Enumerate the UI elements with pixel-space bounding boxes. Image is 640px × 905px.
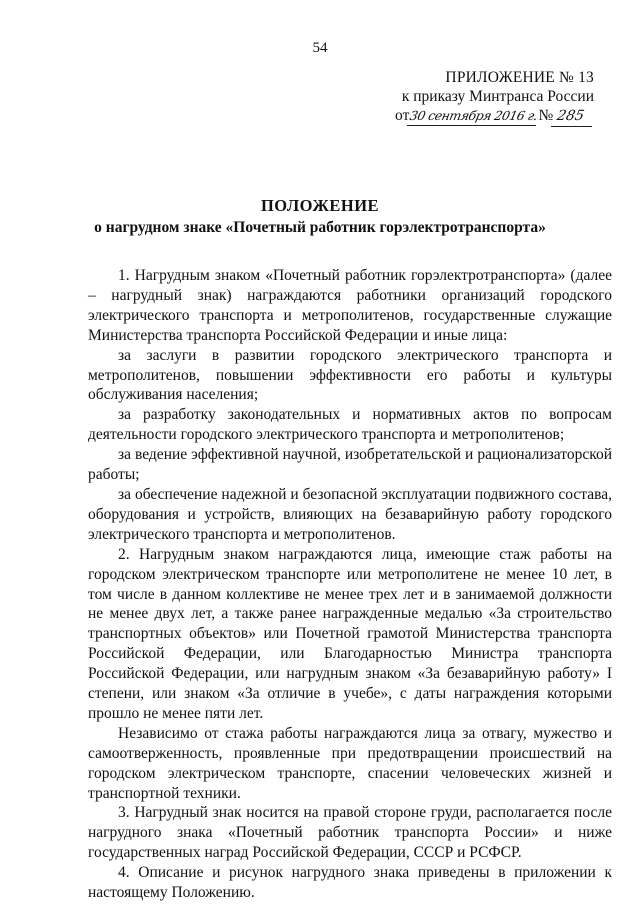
appendix-block	[364, 68, 594, 127]
document-title: ПОЛОЖЕНИЕ	[260, 196, 380, 215]
paragraph-1: 1. Нагрудным знаком «Почетный работник горэлектротранспорта» (далее – нагрудный знак) награждаются работники организаций городского электрического транспорта и метрополитенов, государственные служащие Министерства транспорта Российской Федерации и иные лица:	[88, 267, 612, 344]
handwritten-order-number: 285	[551, 107, 596, 127]
document-subtitle: о нагрудном знаке «Почетный работник горэлектротранспорта»	[94, 219, 546, 236]
page-number: 54	[312, 40, 328, 56]
document-heading	[0, 195, 640, 238]
date-prefix: от	[395, 107, 410, 124]
paragraph-3: 3. Нагрудный знак носится на правой стороне груди, располагается после нагрудного знака «Почетный работник транспорта России» и ниже государственных наград Российской Федерации, СССР и РСФСР.	[88, 804, 612, 862]
appendix-date-number-line	[364, 106, 594, 127]
paragraph-4: 4. Описание и рисунок нагрудного знака приведены в приложении к настоящему Положению.	[88, 864, 612, 902]
paragraph-safety: за обеспечение надежной и безопасной эксплуатации подвижного состава, оборудования и устройств, влияющих на безаварийную работу городского электрического транспорта и метрополитенов.	[88, 485, 612, 543]
paragraph-legislation: за разработку законодательных и нормативных актов по вопросам деятельности городского электрического транспорта и метрополитенов;	[88, 406, 612, 444]
paragraph-courage: Независимо от стажа работы награждаются лица за отвагу, мужество и самоотверженность, проявленные при предотвращении происшествий на городском электрическом транспорте, спасении человеческих жизней и транспортной техники.	[88, 724, 612, 802]
appendix-order-reference: к приказу Минтранса России	[401, 88, 594, 105]
paragraph-2: 2. Нагрудным знаком награждаются лица, имеющие стаж работы на городском электрическом транспорте или метрополитене не менее 10 лет, в том числе в данном коллективе не менее трех лет и в занимаемой должности не менее двух лет, а также ранее награжденные медалью «За строительство транспортных объектов» или Почетной грамотой Министерства транспорта Российской Федерации, или Благодарностью Министра транспорта Российской Федерации, или нагрудным знаком «За безаварийную работу» I степени, или знаком «За отличие в учебе», с даты награждения которыми прошло не менее пяти лет.	[88, 545, 612, 722]
document-body	[88, 266, 612, 903]
paragraph-merits: за заслуги в развитии городского электрического транспорта и метрополитенов, повышении эффективности его работы и культуры обслуживания населения;	[88, 346, 612, 404]
handwritten-date: 30 сентября 2016 г.	[407, 106, 540, 126]
appendix-title: ПРИЛОЖЕНИЕ № 13	[445, 69, 594, 86]
paragraph-research: за ведение эффективной научной, изобретательской и рационализаторской работы;	[88, 446, 612, 484]
number-prefix: №	[538, 107, 554, 124]
